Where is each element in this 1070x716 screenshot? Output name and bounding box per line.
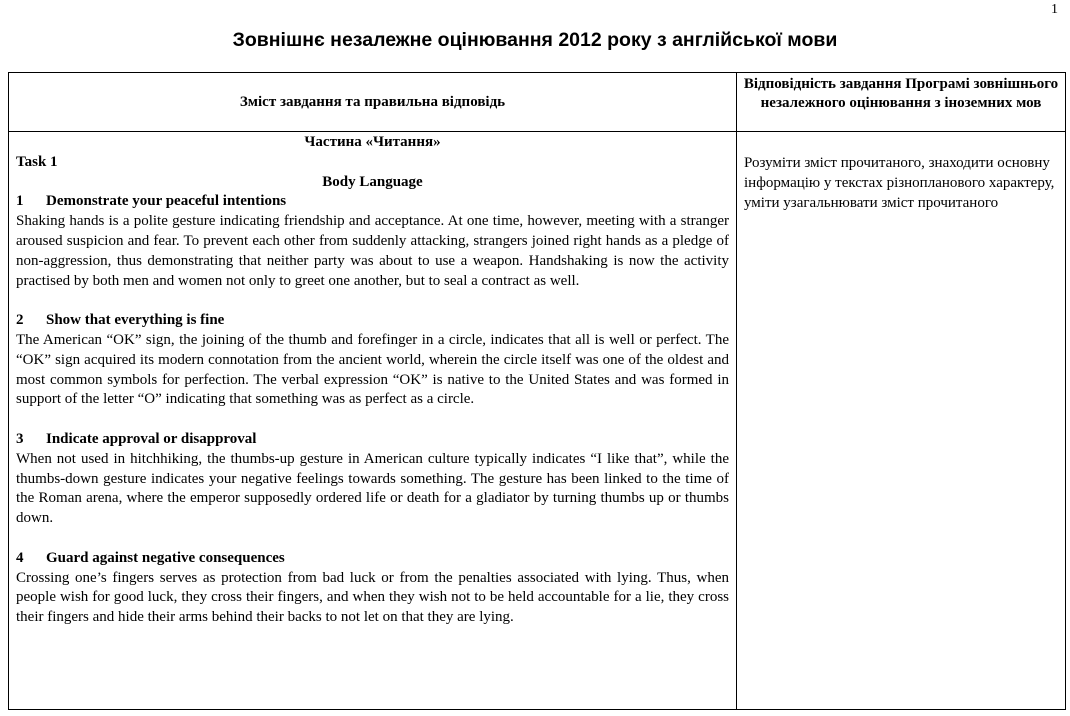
text-title: Body Language	[322, 173, 423, 190]
section-body: The American “OK” sign, the joining of the thumb and forefinger in a circle, indicates that all is well or perfect. The “OK” sign acquired its modern connotation from the ancient world, wherein the circle itself was one of the oldest and most common symbols for perfection. The verbal expression “OK” is native to the United States and was formed in support of the letter “O” indicating that something was as perfect as a circle.	[16, 331, 729, 408]
section-number: 2	[16, 312, 24, 329]
program-correspondence-cell: Розуміти зміст прочитаного, знаходити основну інформацію у текстах різнопланового характеру, уміти узагальнювати зміст прочитаного	[737, 132, 1066, 710]
section-heading	[16, 192, 729, 212]
task-content-cell	[9, 132, 737, 710]
table-header-row	[9, 73, 1066, 132]
section-heading-text: Show that everything is fine	[46, 312, 225, 329]
section-body: Shaking hands is a polite gesture indicating friendship and acceptance. At one time, however, meeting with a stranger aroused suspicion and fear. To prevent each other from suddenly attacking, strangers joined right hands as a pledge of non-aggression, thus demonstrating that neither party was about to use a weapon. Handshaking is now the activity practised by both men and women not only to greet one another, but to seal a contract as well.	[16, 213, 729, 289]
header-task-content: Зміст завдання та правильна відповідь	[9, 73, 737, 132]
section-heading	[16, 430, 729, 450]
section-heading-text: Guard against negative consequences	[46, 549, 285, 566]
section-number: 4	[16, 549, 24, 566]
task-label: Task 1	[16, 153, 58, 170]
section-number: 3	[16, 430, 24, 447]
section-heading	[16, 311, 729, 331]
page-number: 1	[1051, 2, 1058, 17]
section-heading-text: Demonstrate your peaceful intentions	[46, 193, 287, 210]
section-body: Crossing one’s fingers serves as protection from bad luck or from the penalties associated with lying. Thus, when people wish for good luck, they cross their fingers, and when they wish not to be held accountable for a lie, they cross their fingers and hide their arms behind their backs to not let on that they are lying.	[16, 569, 729, 626]
part-title: Частина «Читання»	[304, 134, 441, 150]
header-program-correspondence: Відповідність завдання Програмі зовнішнього незалежного оцінювання з іноземних мов	[737, 73, 1066, 132]
answer-table	[8, 72, 1066, 710]
table-body-row	[9, 132, 1066, 710]
section-number: 1	[16, 193, 24, 210]
section-heading-text: Indicate approval or disapproval	[46, 430, 257, 447]
section-body: When not used in hitchhiking, the thumbs-up gesture in American culture typically indicates “I like that”, while the thumbs-down gesture indicates your negative feelings towards something. The gesture has been linked to the time of the Roman arena, where the emperor supposedly ordered life or death for a gladiator by turning thumbs up or thumbs down.	[16, 450, 729, 527]
section	[16, 192, 729, 291]
section	[16, 311, 729, 410]
section	[16, 430, 729, 529]
document-title: Зовнішнє незалежне оцінювання 2012 року з англійської мови	[232, 29, 838, 51]
section	[16, 549, 729, 628]
section-heading	[16, 549, 729, 569]
